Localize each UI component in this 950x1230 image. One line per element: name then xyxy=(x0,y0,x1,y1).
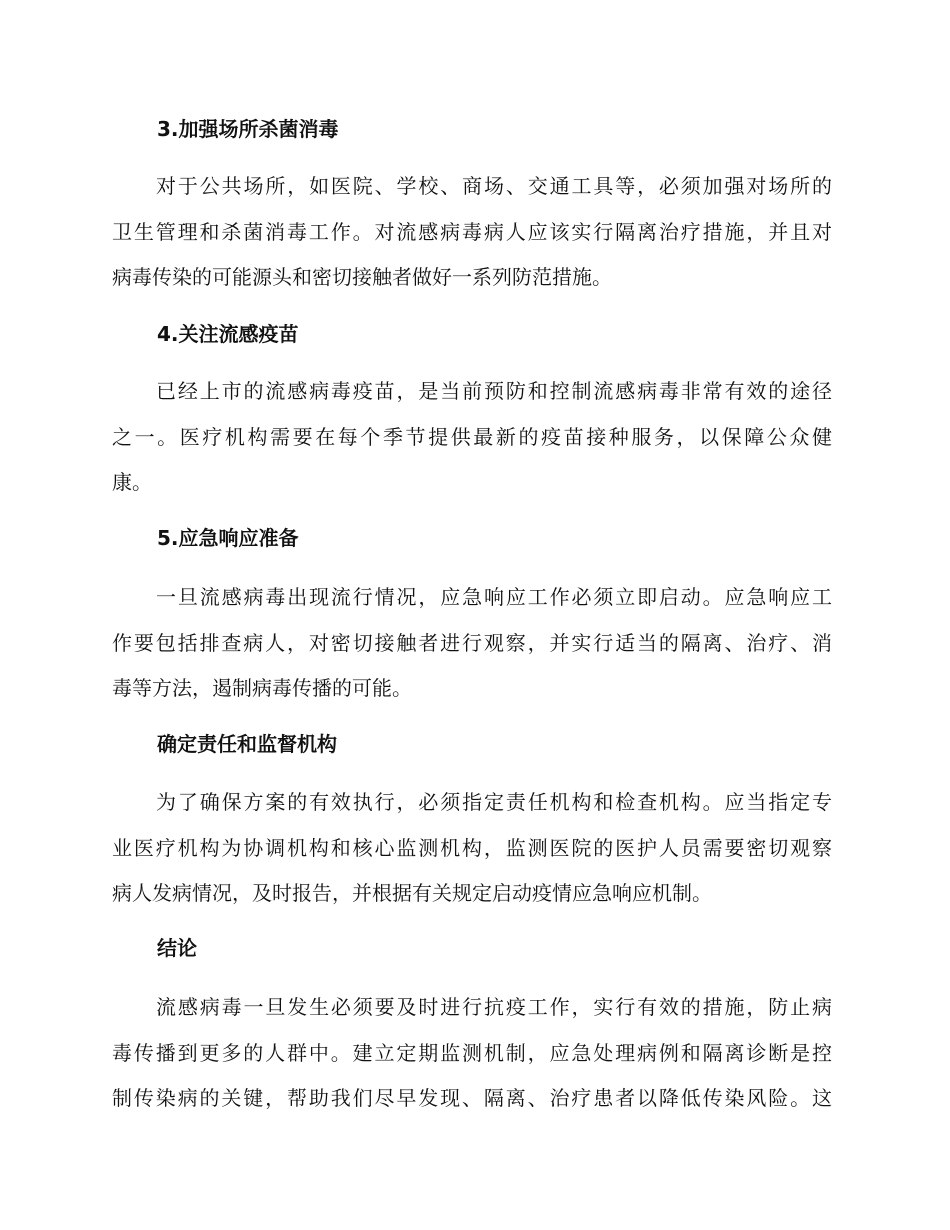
paragraph-line: 对于公共场所，如医院、学校、商场、交通工具等，必须加强对场所的 xyxy=(156,174,832,198)
section-heading-5: 5.应急响应准备 xyxy=(157,526,299,550)
section-paragraph-conclusion xyxy=(112,985,832,1122)
section-heading-responsibility: 确定责任和监督机构 xyxy=(157,732,337,756)
paragraph-line: 制传染病的关键，帮助我们尽早发现、隔离、治疗患者以降低传染风险。这 xyxy=(112,1086,832,1110)
paragraph-line: 业医疗机构为协调机构和核心监测机构，监测医院的医护人员需要密切观察 xyxy=(112,835,832,860)
paragraph-line: 已经上市的流感病毒疫苗，是当前预防和控制流感病毒非常有效的途径 xyxy=(156,379,832,403)
paragraph-line: 康。 xyxy=(112,470,152,494)
section-heading-4: 4.关注流感疫苗 xyxy=(157,322,299,346)
paragraph-line: 毒等方法，遏制病毒传播的可能。 xyxy=(112,676,412,700)
paragraph-line: 病毒传染的可能源头和密切接触者做好一系列防范措施。 xyxy=(112,265,612,289)
section-paragraph-3 xyxy=(112,164,832,301)
paragraph-line: 病人发病情况，及时报告，并根据有关规定启动疫情应急响应机制。 xyxy=(112,881,712,905)
section-paragraph-responsibility xyxy=(112,780,832,917)
paragraph-line: 毒传播到更多的人群中。建立定期监测机制，应急处理病例和隔离诊断是控 xyxy=(112,1040,832,1065)
section-paragraph-5 xyxy=(112,575,832,712)
paragraph-line: 流感病毒一旦发生必须要及时进行抗疫工作，实行有效的措施，防止病 xyxy=(156,995,832,1019)
paragraph-line: 一旦流感病毒出现流行情况，应急响应工作必须立即启动。应急响应工 xyxy=(156,585,832,609)
section-heading-3: 3.加强场所杀菌消毒 xyxy=(157,117,339,141)
paragraph-line: 作要包括排查病人，对密切接触者进行观察，并实行适当的隔离、治疗、消 xyxy=(112,630,832,655)
paragraph-line: 卫生管理和杀菌消毒工作。对流感病毒病人应该实行隔离治疗措施，并且对 xyxy=(112,219,832,244)
section-paragraph-4 xyxy=(112,369,832,506)
paragraph-line: 之一。医疗机构需要在每个季节提供最新的疫苗接种服务，以保障公众健 xyxy=(112,424,832,449)
section-heading-conclusion: 结论 xyxy=(157,936,197,960)
paragraph-line: 为了确保方案的有效执行，必须指定责任机构和检查机构。应当指定专 xyxy=(156,790,832,814)
